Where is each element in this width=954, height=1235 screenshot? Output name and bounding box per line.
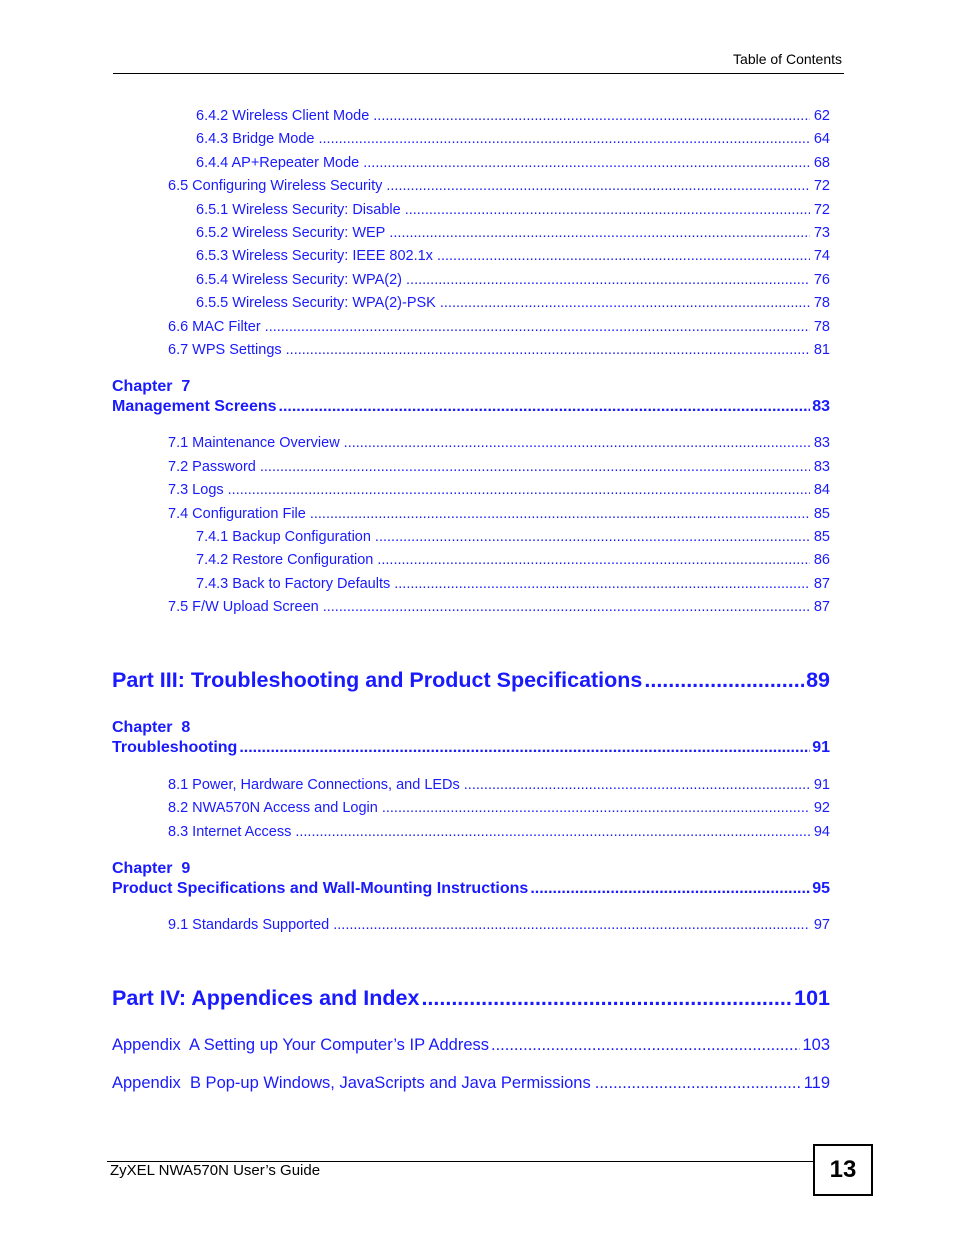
toc-entry-page: 74	[813, 248, 830, 264]
toc-entry-title: 7.4.1 Backup Configuration	[196, 529, 371, 545]
toc-entry-6-4-2[interactable]	[196, 108, 830, 124]
toc-leader	[382, 800, 810, 816]
toc-entry-6-5[interactable]	[168, 178, 830, 194]
toc-entry-6-6[interactable]	[168, 319, 830, 335]
toc-entry-page: 97	[813, 917, 830, 933]
toc-entry-page: 83	[813, 459, 830, 475]
toc-entry-title: 6.6 MAC Filter	[168, 319, 261, 335]
toc-leader	[406, 272, 810, 288]
toc-entry-title: Product Specifications and Wall-Mounting Instructions	[112, 880, 529, 897]
toc-leader	[437, 248, 810, 264]
toc-chapter-8[interactable]	[112, 739, 830, 757]
toc-entry-7-4-2[interactable]	[196, 552, 830, 568]
toc-chapter-9[interactable]	[112, 880, 830, 898]
toc-entry-page: 78	[813, 319, 830, 335]
toc-entry-title: 6.5.1 Wireless Security: Disable	[196, 202, 401, 218]
toc-entry-title: 6.4.4 AP+Repeater Mode	[196, 155, 360, 171]
toc-leader	[228, 482, 810, 498]
toc-entry-title: 7.4 Configuration File	[168, 506, 306, 522]
toc-entry-6-5-1[interactable]	[196, 202, 830, 218]
toc-entry-page: 119	[803, 1074, 830, 1092]
toc-leader	[373, 108, 810, 124]
toc-entry-title: Appendix B Pop-up Windows, JavaScripts and Java Permissions	[112, 1074, 591, 1092]
toc-leader	[363, 155, 810, 171]
toc-leader	[421, 986, 792, 1011]
toc-entry-title: 7.2 Password	[168, 459, 256, 475]
toc-entry-page: 103	[802, 1036, 830, 1054]
toc-entry-title: 6.4.3 Bridge Mode	[196, 131, 315, 147]
toc-entry-title: 7.3 Logs	[168, 482, 224, 498]
toc-leader	[440, 295, 810, 311]
footer-guide-title: ZyXEL NWA570N User’s Guide	[110, 1162, 321, 1179]
toc-entry-page: 95	[812, 880, 830, 897]
toc-leader	[323, 599, 810, 615]
toc-leader	[386, 178, 809, 194]
toc-entry-page: 62	[813, 108, 830, 124]
toc-entry-title: 7.4.2 Restore Configuration	[196, 552, 374, 568]
toc-entry-title: 6.5.4 Wireless Security: WPA(2)	[196, 272, 403, 288]
toc-entry-title: 6.5.5 Wireless Security: WPA(2)-PSK	[196, 295, 436, 311]
toc-entry-title: 7.4.3 Back to Factory Defaults	[196, 576, 391, 592]
toc-entry-6-5-2[interactable]	[196, 225, 830, 241]
toc-entry-page: 87	[813, 576, 830, 592]
toc-chapter-7[interactable]	[112, 398, 830, 416]
toc-entry-7-4-3[interactable]	[196, 576, 830, 592]
toc-part-4[interactable]	[112, 986, 830, 1011]
toc-leader	[319, 131, 810, 147]
toc-entry-page: 64	[813, 131, 830, 147]
toc-entry-7-5[interactable]	[168, 599, 830, 615]
toc-entry-6-4-4[interactable]	[196, 155, 830, 171]
toc-entry-title: 6.5.3 Wireless Security: IEEE 802.1x	[196, 248, 433, 264]
toc-part-3[interactable]	[112, 668, 830, 693]
toc-entry-6-5-4[interactable]	[196, 272, 830, 288]
toc-leader	[279, 398, 811, 416]
toc-leader	[644, 668, 804, 693]
toc-entry-page: 101	[794, 986, 830, 1010]
toc-leader	[530, 880, 810, 898]
toc-entry-7-2[interactable]	[168, 459, 830, 475]
toc-entry-6-5-5[interactable]	[196, 295, 830, 311]
toc-appendix-b[interactable]	[112, 1074, 830, 1093]
toc-leader	[394, 576, 810, 592]
toc-entry-title: 6.7 WPS Settings	[168, 342, 282, 358]
toc-entry-title: Part III: Troubleshooting and Product Specifications	[112, 668, 643, 692]
header-divider	[113, 73, 844, 74]
toc-entry-title: 8.1 Power, Hardware Connections, and LEDs	[168, 777, 460, 793]
toc-entry-8-2[interactable]	[168, 800, 830, 816]
toc-entry-title: 8.3 Internet Access	[168, 824, 292, 840]
toc-entry-page: 78	[813, 295, 830, 311]
toc-entry-page: 83	[813, 435, 830, 451]
toc-entry-title: 9.1 Standards Supported	[168, 917, 330, 933]
toc-leader	[333, 917, 810, 933]
chapter-7-label: Chapter 7	[112, 378, 191, 395]
toc-entry-7-1[interactable]	[168, 435, 830, 451]
toc-leader	[239, 739, 810, 757]
toc-entry-page: 85	[813, 529, 830, 545]
toc-entry-6-7[interactable]	[168, 342, 830, 358]
toc-entry-page: 87	[813, 599, 830, 615]
toc-entry-page: 91	[812, 739, 830, 756]
toc-entry-title: 6.5.2 Wireless Security: WEP	[196, 225, 386, 241]
toc-entry-page: 68	[813, 155, 830, 171]
toc-leader	[595, 1074, 800, 1093]
toc-entry-page: 84	[813, 482, 830, 498]
toc-appendix-a[interactable]	[112, 1036, 830, 1055]
toc-entry-page: 72	[813, 202, 830, 218]
toc-entry-page: 94	[813, 824, 830, 840]
toc-entry-page: 76	[813, 272, 830, 288]
page-number: 13	[813, 1144, 873, 1196]
toc-entry-title: Management Screens	[112, 398, 277, 415]
toc-leader	[260, 459, 810, 475]
toc-entry-page: 81	[813, 342, 830, 358]
toc-leader	[295, 824, 810, 840]
toc-entry-page: 72	[813, 178, 830, 194]
toc-entry-title: 8.2 NWA570N Access and Login	[168, 800, 378, 816]
toc-entry-title: Appendix A Setting up Your Computer’s IP Address	[112, 1036, 490, 1054]
toc-leader	[464, 777, 810, 793]
toc-entry-page: 83	[812, 398, 830, 415]
toc-leader	[377, 552, 810, 568]
toc-leader	[265, 319, 810, 335]
toc-entry-title: 6.4.2 Wireless Client Mode	[196, 108, 370, 124]
chapter-8-label: Chapter 8	[112, 719, 191, 736]
toc-entry-8-1[interactable]	[168, 777, 830, 793]
toc-entry-page: 91	[813, 777, 830, 793]
toc-entry-title: 7.5 F/W Upload Screen	[168, 599, 319, 615]
toc-entry-title: Part IV: Appendices and Index	[112, 986, 420, 1010]
toc-leader	[491, 1036, 800, 1055]
toc-entry-title: 7.1 Maintenance Overview	[168, 435, 340, 451]
toc-entry-page: 86	[813, 552, 830, 568]
toc-entry-9-1[interactable]	[168, 917, 830, 933]
toc-entry-title: 6.5 Configuring Wireless Security	[168, 178, 383, 194]
toc-entry-6-5-3[interactable]	[196, 248, 830, 264]
toc-entry-title: Troubleshooting	[112, 739, 238, 756]
toc-leader	[286, 342, 810, 358]
running-header-title: Table of Contents	[733, 51, 842, 67]
toc-entry-7-4-1[interactable]	[196, 529, 830, 545]
toc-leader	[344, 435, 810, 451]
toc-entry-7-4[interactable]	[168, 506, 830, 522]
toc-leader	[375, 529, 810, 545]
toc-entry-6-4-3[interactable]	[196, 131, 830, 147]
toc-leader	[310, 506, 810, 522]
toc-entry-page: 73	[813, 225, 830, 241]
toc-entry-8-3[interactable]	[168, 824, 830, 840]
toc-entry-page: 89	[806, 668, 830, 692]
toc-leader	[405, 202, 810, 218]
toc-entry-7-3[interactable]	[168, 482, 830, 498]
toc-entry-page: 85	[813, 506, 830, 522]
toc-leader	[389, 225, 810, 241]
toc-entry-page: 92	[813, 800, 830, 816]
chapter-9-label: Chapter 9	[112, 860, 191, 877]
